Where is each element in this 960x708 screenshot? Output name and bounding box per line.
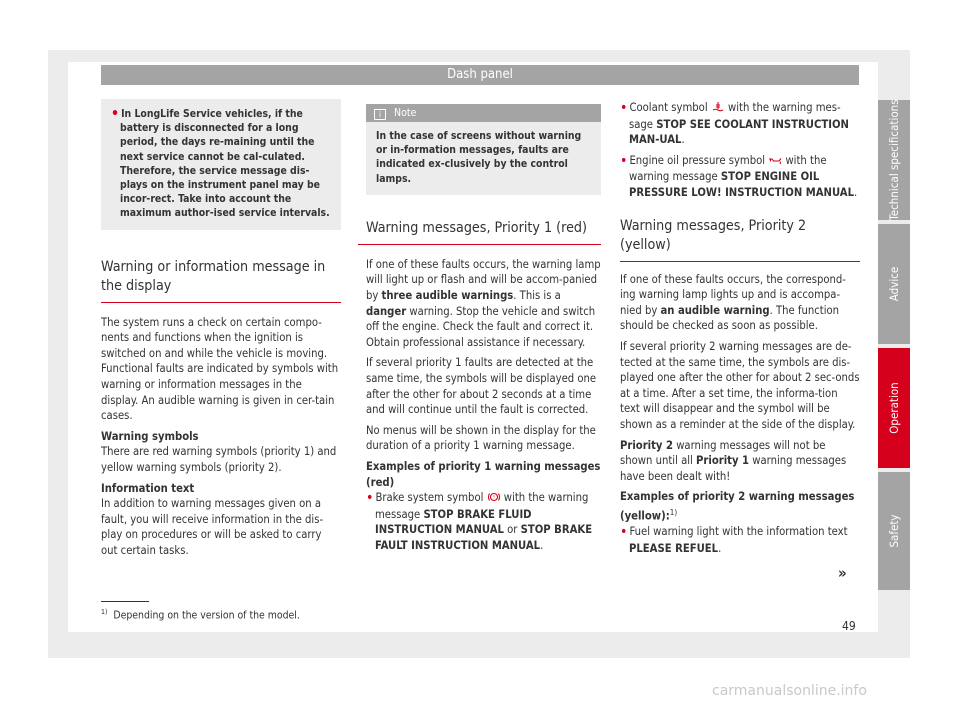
bullet-item [620, 524, 860, 556]
section-heading-display-messages: Warning or information message in the display [101, 258, 341, 303]
paragraph: If several priority 2 warning messages are de-tected at the same time, the symbols are dis-played one after the other for about 2 sec-onds at a time. After a set time, the informa-tion text will disappear and the symbol will be shown as a reminder at the side of the display. [620, 339, 860, 431]
text-run: . This is a [513, 289, 561, 302]
text-run: STOP BRAKE FAULT INSTRUCTION MANUAL [375, 523, 593, 552]
page-number: 49 [842, 619, 856, 633]
text-run: danger [366, 304, 407, 318]
footnote-mark: 1) [101, 608, 108, 616]
tab-label: Technical specifications [887, 99, 901, 221]
subheading-information-text: Information text [101, 481, 195, 495]
oil-pressure-icon [768, 155, 782, 165]
svg-text:!: ! [492, 495, 495, 502]
section-heading-priority-2: Warning messages, Priority 2 (yellow) [620, 217, 860, 262]
text-run: Priority 2 [620, 438, 673, 452]
paragraph: If several priority 1 faults are detected at the same time, the symbols will be displayed one after the other for about 2 seconds at a time and will continue until the fault is corrected. [366, 356, 597, 417]
paragraph [366, 257, 601, 351]
text-run: warning messages have been dealt with! [620, 454, 847, 483]
continue-arrow-icon: » [838, 564, 847, 582]
text-run: STOP SEE COOLANT INSTRUCTION MAN-UAL [629, 117, 849, 147]
text-run: . [681, 133, 685, 147]
subheading-warning-symbols: Warning symbols [101, 429, 199, 443]
examples-heading [620, 489, 860, 524]
footnote-ref: 1) [669, 507, 678, 517]
text-run: . [718, 541, 722, 555]
bullet-icon: • [620, 100, 628, 116]
text-run: PLEASE REFUEL [629, 541, 719, 555]
paragraph [620, 272, 860, 334]
tab-label: Advice [887, 266, 901, 302]
text-run: Examples of priority 2 warning messages (yellow): [620, 490, 855, 523]
bullet-icon: • [620, 152, 628, 169]
tab-advice[interactable] [878, 224, 910, 344]
text-run: warning messages will not be shown until all [620, 438, 826, 468]
text-run: STOP BRAKE FLUID INSTRUCTION MANUAL [375, 507, 532, 537]
column-3 [620, 100, 860, 561]
tab-label: Operation [887, 382, 901, 434]
footnote-text: Depending on the version of the model. [113, 609, 300, 622]
text-run: with the warning message [629, 153, 827, 184]
text-run: . The function should be checked as soon as possible. [620, 303, 840, 333]
text-run: with the warning message [375, 491, 589, 521]
bullet-item [366, 490, 601, 553]
page-header: Dash panel [101, 65, 859, 85]
footnote [101, 608, 300, 621]
note-icon: i [374, 109, 386, 120]
bullet-icon: • [366, 490, 374, 507]
column-2 [366, 104, 601, 559]
note-header [366, 104, 601, 122]
coolant-icon [711, 102, 725, 112]
text-run: Fuel warning light with the information text [629, 525, 848, 539]
text-run: warning. Stop the vehicle and switch off the engine. Check the fault and correct it. Obtain professional assistance if necessary. [366, 304, 596, 349]
text-run: Engine oil pressure symbol [629, 153, 769, 167]
paragraph: In addition to warning messages given on a fault, you will receive information in the dis-play on procedures or will be asked to carry out certain tasks. [101, 497, 324, 557]
text-run: If one of these faults occurs, the correspond-ing warning lamp lights up and is accompa-nied by [620, 272, 846, 317]
note-box [366, 104, 601, 195]
text-run: Coolant symbol [629, 101, 711, 114]
tab-technical-specifications[interactable] [878, 100, 910, 220]
info-box: • In LongLife Service vehicles, if the battery is disconnected for a long period, the days re-maining until the next service cannot be cal-culated. Therefore, the service message dis-plays on the instrument panel may be incor-rect. Take into account the maximum author-ised service intervals. [101, 99, 341, 230]
brake-system-icon [487, 492, 501, 502]
section-heading-priority-1: Warning messages, Priority 1 (red) [358, 219, 601, 245]
note-label: Note [394, 107, 417, 119]
text-run: or [503, 523, 521, 537]
info-box-text: In LongLife Service vehicles, if the battery is disconnected for a long period, the days re-maining until the next service cannot be cal-culated. Therefore, the service message dis-plays on the instrument panel may be incor-rect. Take into account the maximum author-ised service intervals. [120, 108, 330, 220]
bullet-item [620, 153, 860, 201]
text-run: an audible warning [660, 303, 770, 317]
bullet-item [620, 100, 860, 148]
text-run: . [854, 185, 858, 199]
text-run: STOP ENGINE OIL PRESSURE LOW! INSTRUCTION MANUAL [629, 170, 855, 199]
watermark: carmanualsonline.info [712, 683, 867, 699]
examples-heading: Examples of priority 1 warning messages (red) [366, 459, 601, 489]
text-run: with the warning mes-sage [629, 101, 841, 131]
tab-label: Safety [887, 514, 901, 548]
text-run: three audible warnings [381, 289, 514, 302]
tab-operation[interactable] [878, 348, 910, 468]
paragraph: The system runs a check on certain compo-nents and functions when the ignition is switched on and while the vehicle is moving. Functional faults are indicated by symbols with warning or information messages in the display. An audible warning is given in cer-tain cases. [101, 315, 339, 423]
paragraph [620, 438, 860, 485]
footnote-divider [101, 601, 149, 602]
text-run: Priority 1 [696, 454, 750, 468]
text-run: Brake system symbol [375, 491, 487, 505]
note-text: In the case of screens without warning or in-formation messages, faults are indicated ex-clusively by the control lamps. [366, 122, 601, 195]
column-1 [101, 99, 341, 564]
paragraph: No menus will be shown in the display for the duration of a priority 1 warning message. [366, 423, 596, 453]
tab-safety[interactable] [878, 472, 910, 590]
text-run: If one of these faults occurs, the warning lamp will light up or flash and will be accom-panied by [366, 257, 601, 302]
bullet-icon: • [620, 524, 628, 541]
paragraph: There are red warning symbols (priority 1) and yellow warning symbols (priority 2). [101, 445, 337, 474]
text-run: . [540, 538, 544, 552]
